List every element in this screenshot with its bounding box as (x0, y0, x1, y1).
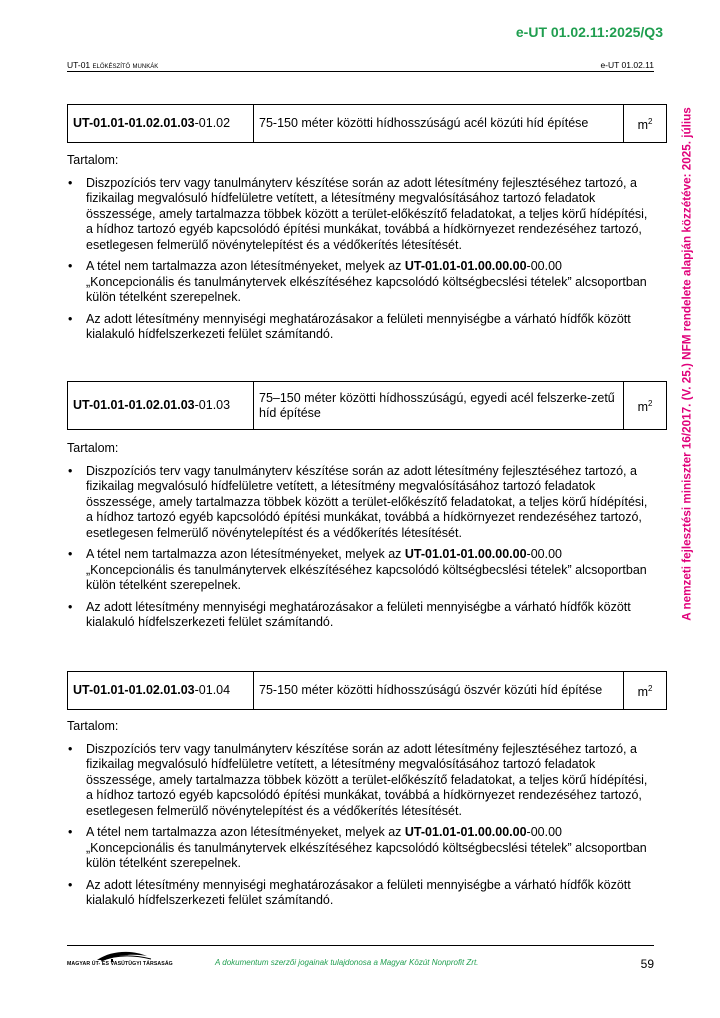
side-publication-note: A nemzeti fejlesztési miniszter 16/2017. (V. 25.) NFM rendelete alapján közzétéve: 2025. július (680, 106, 694, 621)
list-item: • Az adott létesítmény mennyiségi meghatározásakor a felületi mennyiségbe a várható hídfők között kialakuló hídfelszerkezeti felület számítandó. (86, 600, 657, 631)
content-list (67, 464, 657, 631)
item-unit: $m^2$ (624, 382, 667, 430)
list-item: • Az adott létesítmény mennyiségi meghatározásakor a felületi mennyiségbe a várható hídfők között kialakuló hídfelszerkezeti felület számítandó. (86, 312, 657, 343)
item-code: UT-01.01-01.02.01.03-01.03 (68, 382, 254, 430)
item-content (67, 719, 657, 915)
list-item: • A tétel nem tartalmazza azon létesítményeket, melyek az UT-01.01-01.00.00.00-00.00 „Koncepcionális és tanulmánytervek elkészítéséhez kapcsolódó költségbecslési tételek” alcsoportban külön tételként szerepelnek. (86, 825, 657, 872)
content-label: Tartalom: (67, 153, 119, 167)
item-code: UT-01.01-01.02.01.03-01.04 (68, 672, 254, 710)
item-description: 75–150 méter közötti hídhosszúságú, egyedi acél felszerke-zetű híd építése (254, 382, 624, 430)
content-list (67, 742, 657, 909)
item-code: UT-01.01-01.02.01.03-01.02 (68, 105, 254, 143)
header-divider (67, 71, 654, 72)
footer-divider (67, 945, 654, 946)
item-header-table (67, 671, 667, 710)
item-header-table (67, 104, 667, 143)
content-label: Tartalom: (67, 441, 119, 455)
header-section-title: UT-01 előkészítő munkák (67, 60, 159, 70)
content-label: Tartalom: (67, 719, 119, 733)
item-unit: $m^2$ (624, 672, 667, 710)
running-header (67, 60, 654, 70)
list-item: • Diszpozíciós terv vagy tanulmányterv készítése során az adott létesítmény fejlesztéséhez tartozó, a fizikailag megvalósuló hídfelületre vetített, a létesítmény megvalósításához tartozó feladatok összessége, amely tartalmazza többek között a terület-előkészítő feladatokat, a teljes körű hídépítési, a hídhoz tartozó egyéb kapcsolódó építési munkákat, továbbá a hídkörnyezet rendezéséhez tartozó, esetlegesen felmerülő növénytelepítést és a védőkerítés létesítését. (86, 742, 657, 820)
document-code: e-UT 01.02.11:2025/Q3 (515, 24, 663, 40)
item-content (67, 153, 657, 349)
list-item: • Az adott létesítmény mennyiségi meghatározásakor a felületi mennyiségbe a várható hídfők között kialakuló hídfelszerkezeti felület számítandó. (86, 878, 657, 909)
society-logo-text: MAGYAR ÚT- ÉS VASÚTÜGYI TÁRSASÁG (67, 961, 173, 967)
list-item: • A tétel nem tartalmazza azon létesítményeket, melyek az UT-01.01-01.00.00.00-00.00 „Koncepcionális és tanulmánytervek elkészítéséhez kapcsolódó költségbecslési tételek” alcsoportban külön tételként szerepelnek. (86, 547, 657, 594)
page-number: 59 (640, 957, 654, 971)
item-unit: $m^2$ (624, 105, 667, 143)
header-doc-ref: e-UT 01.02.11 (600, 60, 654, 70)
item-description: 75-150 méter közötti hídhosszúságú öszvér közúti híd építése (254, 672, 624, 710)
item-content (67, 441, 657, 637)
copyright-notice: A dokumentum szerzői jogainak tulajdonosa a Magyar Közút Nonprofit Zrt. (215, 958, 479, 967)
list-item: • Diszpozíciós terv vagy tanulmányterv készítése során az adott létesítmény fejlesztéséhez tartozó, a fizikailag megvalósuló hídfelületre vetített, a létesítmény megvalósításához tartozó feladatok összessége, amely tartalmazza többek között a terület-előkészítő feladatokat, a teljes körű hídépítési, a hídhoz tartozó egyéb kapcsolódó építési munkákat, továbbá a hídkörnyezet rendezéséhez tartozó, esetlegesen felmerülő növénytelepítést és a védőkerítés létesítését. (86, 464, 657, 542)
item-header-table (67, 381, 667, 430)
list-item: • Diszpozíciós terv vagy tanulmányterv készítése során az adott létesítmény fejlesztéséhez tartozó, a fizikailag megvalósuló hídfelületre vetített, a létesítmény megvalósításához tartozó feladatok összessége, amely tartalmazza többek között a terület-előkészítő feladatokat, a teljes körű hídépítési, a hídhoz tartozó egyéb kapcsolódó építési munkákat, továbbá a hídkörnyezet rendezéséhez tartozó, esetlegesen felmerülő növénytelepítést és a védőkerítés létesítését. (86, 176, 657, 254)
list-item: • A tétel nem tartalmazza azon létesítményeket, melyek az UT-01.01-01.00.00.00-00.00 „Koncepcionális és tanulmánytervek elkészítéséhez kapcsolódó költségbecslési tételek” alcsoportban külön tételként szerepelnek. (86, 259, 657, 306)
content-list (67, 176, 657, 343)
item-description: 75-150 méter közötti hídhosszúságú acél közúti híd építése (254, 105, 624, 143)
